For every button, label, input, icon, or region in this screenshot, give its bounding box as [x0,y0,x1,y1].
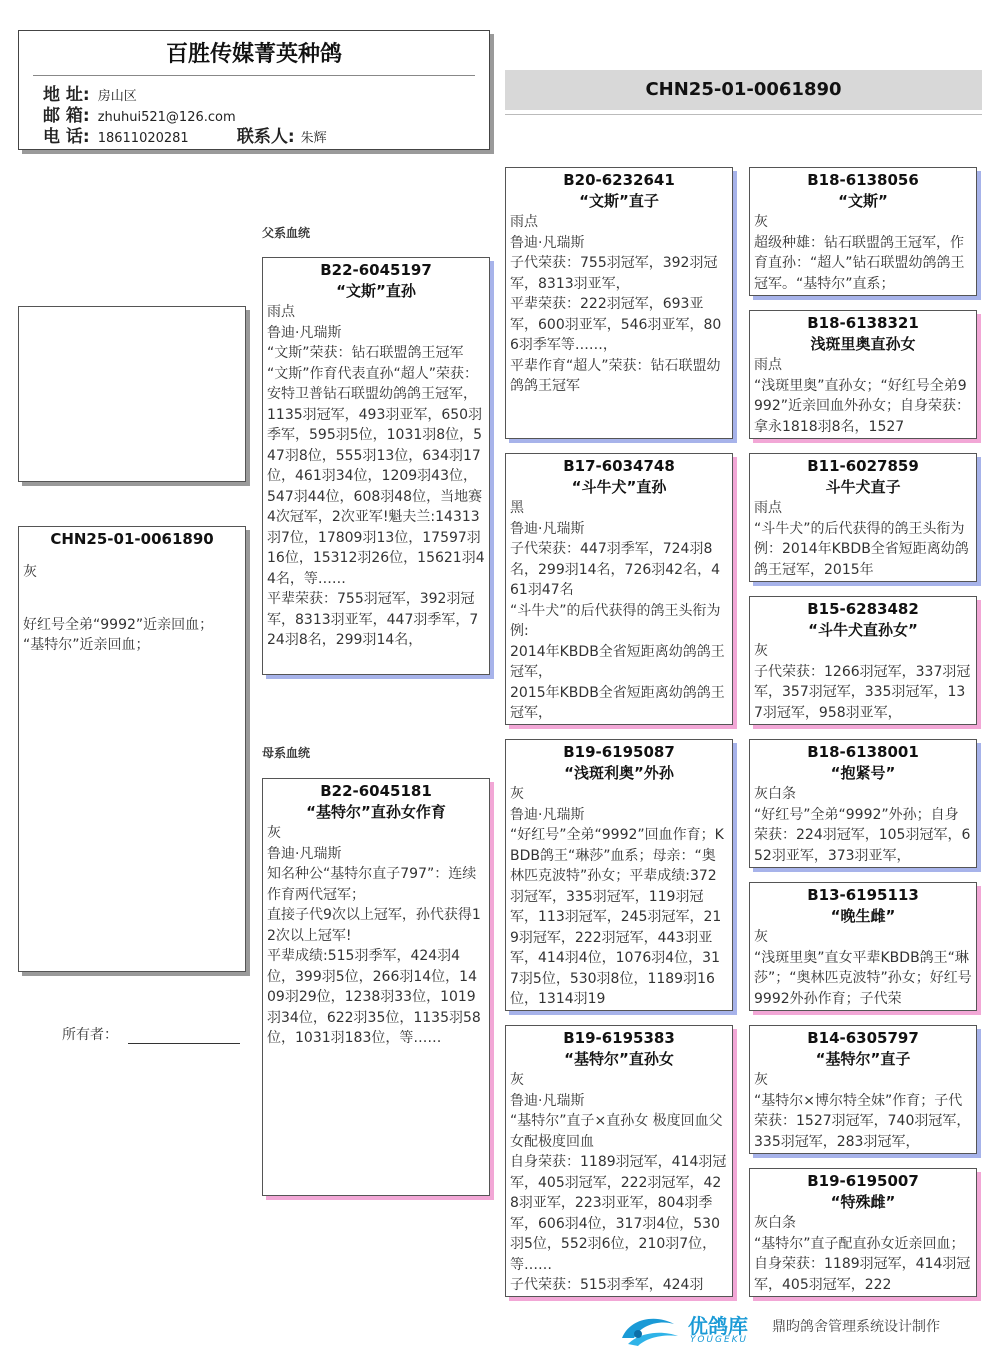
sire-dam-card [505,453,733,725]
sss-ring: B18-6138056 [807,171,919,189]
sdd-ring: B15-6283482 [807,600,919,618]
dd-name: “基特尔”直孙女 [564,1050,674,1068]
ddd-ring: B19-6195007 [807,1172,919,1190]
dsd-name: “晚生雌” [830,907,896,925]
owner-blank-line [128,1029,240,1044]
sire-ring: B22-6045197 [320,261,432,279]
phone-value: 18611020281 [97,131,189,146]
dam-ring: B22-6045181 [320,782,432,800]
sss-name: “文斯” [838,192,888,210]
main-notes: 好红号全弟“9992”近亲回血； “基特尔”近亲回血； [23,616,214,653]
address-label: 地 址: [43,85,90,105]
sss-card [749,167,977,296]
banner-divider [505,114,982,115]
dam-details: 灰 鲁迪·凡瑞斯 知名种公“基特尔直子797”：连续作育两代冠军； 直接子代9次以上冠军，孙代获得12次以上冠军! 平辈成绩:515羽季军，424羽4位，399羽5位，266羽14位，1409羽29位，1238羽33位，1019羽34位，622羽35位，1135羽58位，1031羽183位，等…… [267,825,481,1046]
dam-sire-card [505,739,733,1011]
ssd-name: 浅斑里奥直孙女 [810,335,916,353]
dss-ring: B18-6138001 [807,743,919,761]
dam-card [262,778,490,1196]
header-box [18,30,490,150]
contact-value: 朱辉 [300,131,327,146]
sdd-details: 灰 子代荣获：1266羽冠军，337羽冠军，357羽冠军，335羽冠军，137羽冠军，958羽亚军， [754,643,971,721]
sds-ring: B11-6027859 [807,457,919,475]
footer-credit: 鼎昀鸽舍管理系统设计制作 [772,1319,940,1335]
email-label: 邮 箱: [43,106,90,126]
sds-name: 斗牛犬直子 [825,478,901,496]
owner-label: 所有者： [62,1027,118,1043]
sd-ring: B17-6034748 [563,457,675,475]
phone-row [43,127,327,149]
address-row [43,85,137,107]
dsd-ring: B13-6195113 [807,886,919,904]
dd-ring: B19-6195383 [563,1029,675,1047]
address-value: 房山区 [97,89,137,104]
sdd-name: “斗牛犬直孙女” [808,621,918,639]
dds-card [749,1025,977,1154]
ssd-card [749,310,977,439]
dam-name: “基特尔”直孙女作育 [306,803,446,821]
ds-ring: B19-6195087 [563,743,675,761]
dsd-details: 灰 “浅斑里奥”直女平辈KBDB鸽王“琳莎”；“奥林匹克波特”孙女；好红号9992外孙作育；子代荣 [754,929,972,1007]
ds-name: “浅斑利奥”外孙 [564,764,674,782]
ssd-ring: B18-6138321 [807,314,919,332]
phone-label: 电 话: [43,127,90,147]
ddd-card [749,1168,977,1297]
ds-details: 灰 鲁迪·凡瑞斯 “好红号”全弟“9992”回血作育；KBDB鸽王“琳莎”血系；母亲：“奥林匹克波特”孙女；平辈成绩:372羽冠军，335羽冠军，119羽冠军，113羽冠军，245羽冠军，219羽冠军，222羽冠军，443羽亚军，414羽4位，1076羽4位，317羽5位，530羽8位，1189羽16位，1314羽19 [510,786,724,1007]
sss-details: 灰 超级种雄：钻石联盟鸽王冠军，作育直孙：“超人”钻石联盟幼鸽鸽王冠军。“基特尔”直系； [754,214,965,292]
maternal-label: 母系血统 [262,746,311,760]
dsd-card [749,882,977,1011]
owner-field [62,1024,240,1044]
dds-details: 灰 “基特尔×博尔特全妹”作育；子代荣获：1527羽冠军，740羽冠军，335羽冠军，283羽冠军， [754,1072,971,1150]
ss-details: 雨点 鲁迪·凡瑞斯 子代荣获：755羽冠军，392羽冠军，8313羽亚军， 平辈荣获：222羽冠军，693亚军，600羽亚军，546羽亚军，806羽季军等……， 平辈作育“超人”荣获：钻石联盟幼鸽鸽王冠军 [510,214,722,394]
dds-ring: B14-6305797 [807,1029,919,1047]
sire-name: “文斯”直孙 [336,282,416,300]
ddd-name: “特殊雌” [830,1193,896,1211]
dss-name: “抱紧号” [830,764,896,782]
dss-details: 灰白条 “好红号”全弟“9992”外孙；自身荣获：224羽冠军，105羽冠军，652羽亚军，373羽亚军， [754,786,971,864]
header-divider [33,75,475,76]
pigeon-photo-frame [18,306,246,482]
paternal-label: 父系血统 [262,226,311,240]
contact-label: 联系人: [236,127,295,147]
loft-title: 百胜传媒菁英种鸽 [165,42,342,67]
email-value: zhuhui521@126.com [97,110,236,125]
main-color: 灰 [23,564,37,580]
dss-card [749,739,977,868]
ss-name: “文斯”直子 [579,192,659,210]
sire-card [262,257,490,675]
sd-name: “斗牛犬”直孙 [571,478,667,496]
ss-ring: B20-6232641 [563,171,675,189]
sd-details: 黑 鲁迪·凡瑞斯 子代荣获：447羽季军，724羽8名，299羽14名，726羽42名，461羽47名 “斗牛犬”的后代获得的鸽王头衔为例: 2014年KBDB全省短距离幼鸽鸽王冠军， 2015年KBDB全省短距离幼鸽鸽王冠军， [510,500,725,721]
sire-sire-card [505,167,733,439]
main-ring-number: CHN25-01-0061890 [50,530,214,548]
footer-brand-sub: YOUGEKU [690,1335,749,1345]
email-row [43,106,236,128]
ring-banner: CHN25-01-0061890 [505,70,982,110]
dam-dam-card [505,1025,733,1297]
sds-card [749,453,977,582]
ddd-details: 灰白条 “基特尔”直子配直孙女近亲回血；自身荣获：1189羽冠军，414羽冠军，405羽冠军，222 [754,1215,971,1293]
ssd-details: 雨点 “浅斑里奥”直孙女；“好红号全弟9992”近亲回血外孙女；自身荣获：拿永1818羽8名，1527 [754,357,970,435]
dds-name: “基特尔”直子 [815,1050,911,1068]
footer-brand: 优鸽库 [688,1314,748,1338]
sds-details: 雨点 “斗牛犬”的后代获得的鸽王头衔为例：2014年KBDB全省短距离幼鸽鸽王冠军，2015年 [754,500,969,578]
dd-details: 灰 鲁迪·凡瑞斯 “基特尔”直子×直孙女 极度回血父女配极度回血 自身荣获：1189羽冠军，414羽冠军，405羽冠军，222羽冠军，428羽亚军，223羽亚军，804羽季军，606羽4位，317羽4位，530羽5位，552羽6位，210羽7位，等…… 子代荣获：515羽季军，424羽 [510,1072,727,1293]
sdd-card [749,596,977,725]
main-pigeon-card [18,526,246,972]
sire-details: 雨点 鲁迪·凡瑞斯 “文斯”荣获：钻石联盟鸽王冠军 “文斯”作育代表直孙“超人”荣获：安特卫普钻石联盟幼鸽鸽王冠军，1135羽冠军，493羽亚军，650羽季军，595羽5位，1031羽8位，547羽8位，555羽13位，634羽17位，461羽34位，1209羽43位，547羽44位，608羽48位，当地赛4次冠军，2次亚军!魁夫兰:14313羽7位，17809羽13位，17597羽16位，15312羽26位，15621羽44名，等…… 平辈荣获：755羽冠军，392羽冠军，8313羽亚军，447羽季军，724羽8名，299羽14名， [267,304,485,648]
